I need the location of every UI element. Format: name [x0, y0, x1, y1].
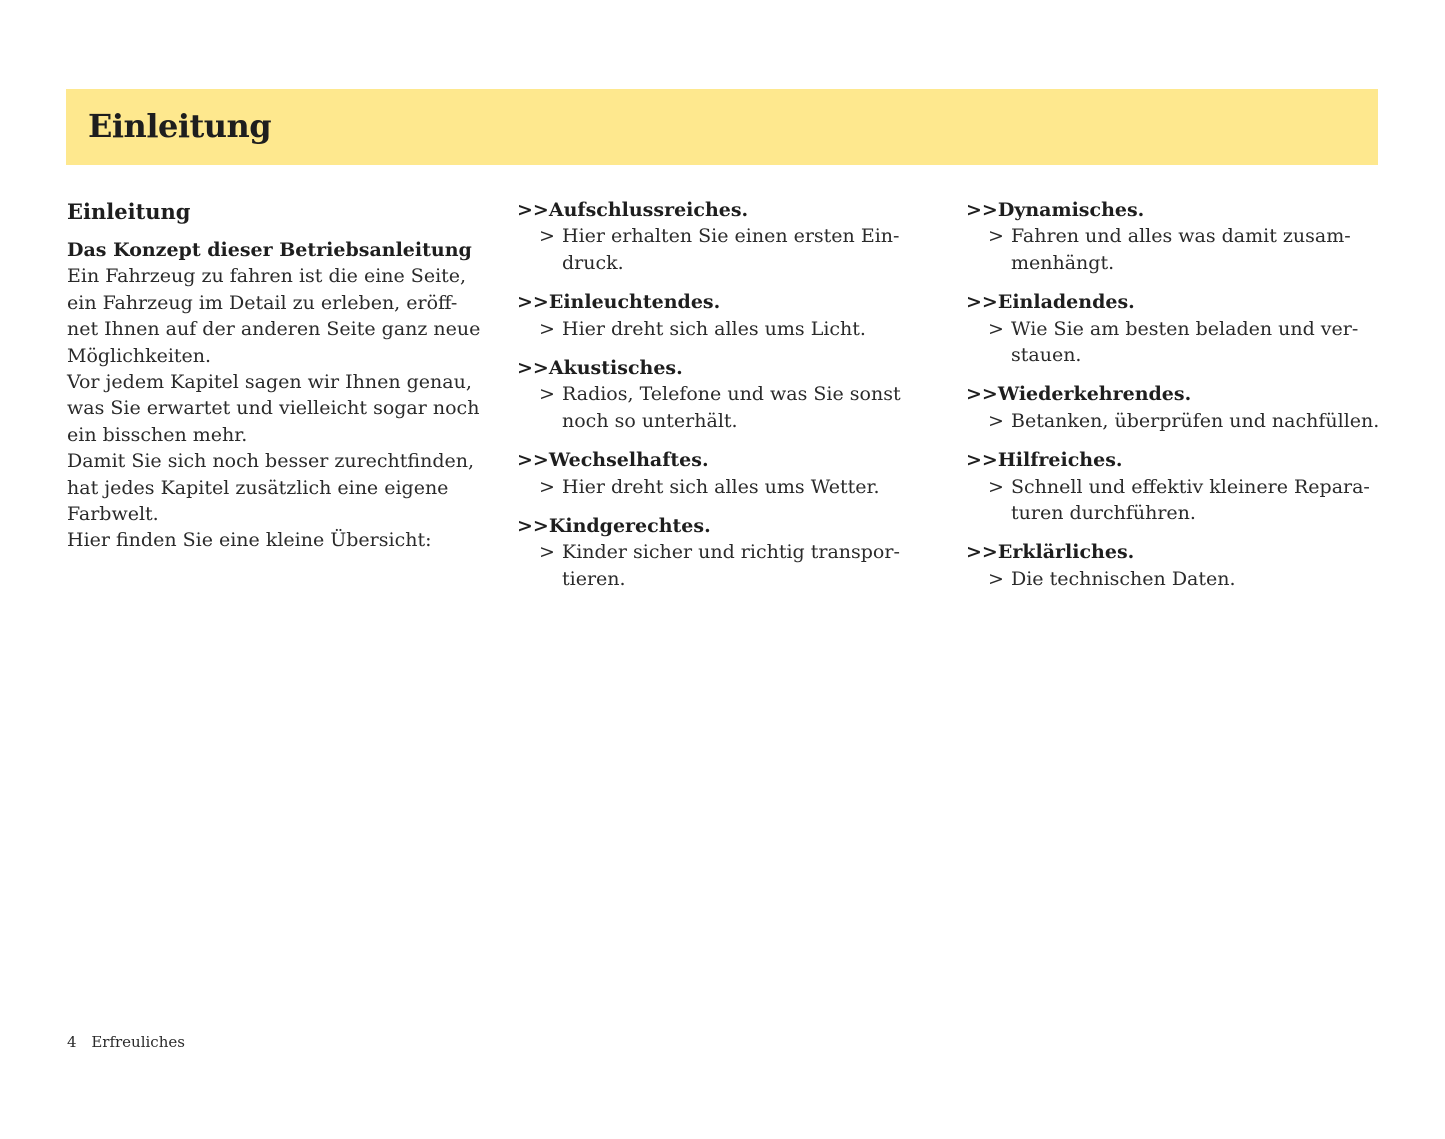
footer-chapter-name: Erfreuliches: [91, 1033, 185, 1051]
chapter-entry-description: [517, 539, 937, 592]
intro-line: Farbwelt.: [67, 503, 159, 526]
arrow-marker: >: [988, 225, 1004, 248]
intro-line: Hier finden Sie eine kleine Übersicht:: [67, 529, 432, 552]
description-line: Kinder sicher und richtig transpor-: [562, 541, 900, 564]
chapter-list-column-3: [966, 197, 1386, 605]
chapter-entry: [966, 447, 1386, 526]
chapter-entry: [966, 539, 1386, 592]
description-line: tieren.: [562, 567, 626, 590]
arrow-marker: >: [988, 567, 1004, 590]
chapter-entry-description: [966, 223, 1386, 276]
arrow-marker: >: [539, 225, 555, 248]
arrow-marker: >: [539, 317, 555, 340]
chapter-entry-description: [966, 408, 1386, 434]
arrow-marker: >: [988, 409, 1004, 432]
chapter-entry-title: >>Erklärliches.: [966, 541, 1135, 564]
description-line: Die technischen Daten.: [1011, 567, 1236, 590]
description-line: druck.: [562, 251, 624, 274]
description-line: Schnell und effektiv kleinere Repara-: [1011, 475, 1370, 498]
section-heading: Einleitung: [67, 199, 191, 224]
chapter-entry: [517, 355, 937, 434]
chapter-entry: [966, 381, 1386, 434]
chapter-entry: [517, 447, 937, 500]
intro-paragraph: [67, 263, 487, 553]
chapter-title: Einleitung: [88, 107, 272, 145]
intro-line: ein bisschen mehr.: [67, 423, 248, 446]
arrow-marker: >: [988, 317, 1004, 340]
intro-line: Möglichkeiten.: [67, 344, 212, 367]
description-line: Hier dreht sich alles ums Licht.: [562, 317, 866, 340]
arrow-marker: >: [539, 475, 555, 498]
chapter-list-column-2: [517, 197, 937, 605]
arrow-marker: >: [988, 475, 1004, 498]
intro-line: was Sie erwartet und vielleicht sogar noch: [67, 397, 480, 420]
intro-column: [67, 197, 487, 554]
section-subheading: Das Konzept dieser Betriebsanleitung: [67, 239, 472, 261]
description-line: Hier dreht sich alles ums Wetter.: [562, 475, 880, 498]
intro-line: Vor jedem Kapitel sagen wir Ihnen genau,: [67, 371, 472, 394]
chapter-entry-title: >>Wechselhaftes.: [517, 449, 709, 472]
chapter-entry: [966, 197, 1386, 276]
chapter-entry: [517, 513, 937, 592]
chapter-entry-title: >>Einladendes.: [966, 291, 1135, 314]
chapter-banner: [66, 89, 1378, 165]
chapter-entry-description: [966, 566, 1386, 592]
chapter-entry: [966, 289, 1386, 368]
description-line: Betanken, überprüfen und nachfüllen.: [1011, 409, 1380, 432]
chapter-entry-title: >>Akustisches.: [517, 357, 683, 380]
page-footer: [67, 1032, 185, 1052]
description-line: noch so unterhält.: [562, 409, 738, 432]
chapter-entry-title: >>Dynamisches.: [966, 199, 1145, 221]
intro-line: ein Fahrzeug im Detail zu erleben, eröff-: [67, 291, 458, 314]
description-line: menhängt.: [1011, 251, 1115, 274]
description-line: Fahren und alles was damit zusam-: [1011, 225, 1351, 248]
arrow-marker: >: [539, 383, 555, 406]
chapter-entry: [517, 289, 937, 342]
description-line: Radios, Telefone und was Sie sonst: [562, 383, 901, 406]
description-line: Hier erhalten Sie einen ersten Ein-: [562, 225, 900, 248]
chapter-entry-title: >>Hilfreiches.: [966, 449, 1123, 472]
page-number: 4: [67, 1033, 77, 1051]
intro-line: net Ihnen auf der anderen Seite ganz neue: [67, 318, 481, 341]
arrow-marker: >: [539, 541, 555, 564]
description-line: turen durchführen.: [1011, 502, 1196, 525]
intro-line: Damit Sie sich noch besser zurechtfinden,: [67, 450, 474, 473]
chapter-entry-description: [517, 316, 937, 342]
chapter-entry-description: [966, 316, 1386, 369]
intro-line: hat jedes Kapitel zusätzlich eine eigene: [67, 476, 449, 499]
chapter-entry: [517, 197, 937, 276]
description-line: stauen.: [1011, 344, 1082, 367]
description-line: Wie Sie am besten beladen und ver-: [1011, 317, 1359, 340]
chapter-entry-title: >>Einleuchtendes.: [517, 291, 721, 314]
chapter-entry-description: [966, 474, 1386, 527]
intro-line: Ein Fahrzeug zu fahren ist die eine Seite,: [67, 265, 467, 288]
chapter-entry-title: >>Kindgerechtes.: [517, 515, 711, 538]
chapter-entry-description: [517, 474, 937, 500]
chapter-entry-description: [517, 223, 937, 276]
chapter-entry-title: >>Wiederkehrendes.: [966, 383, 1192, 406]
chapter-entry-title: >>Aufschlussreiches.: [517, 199, 749, 221]
chapter-entry-description: [517, 381, 937, 434]
